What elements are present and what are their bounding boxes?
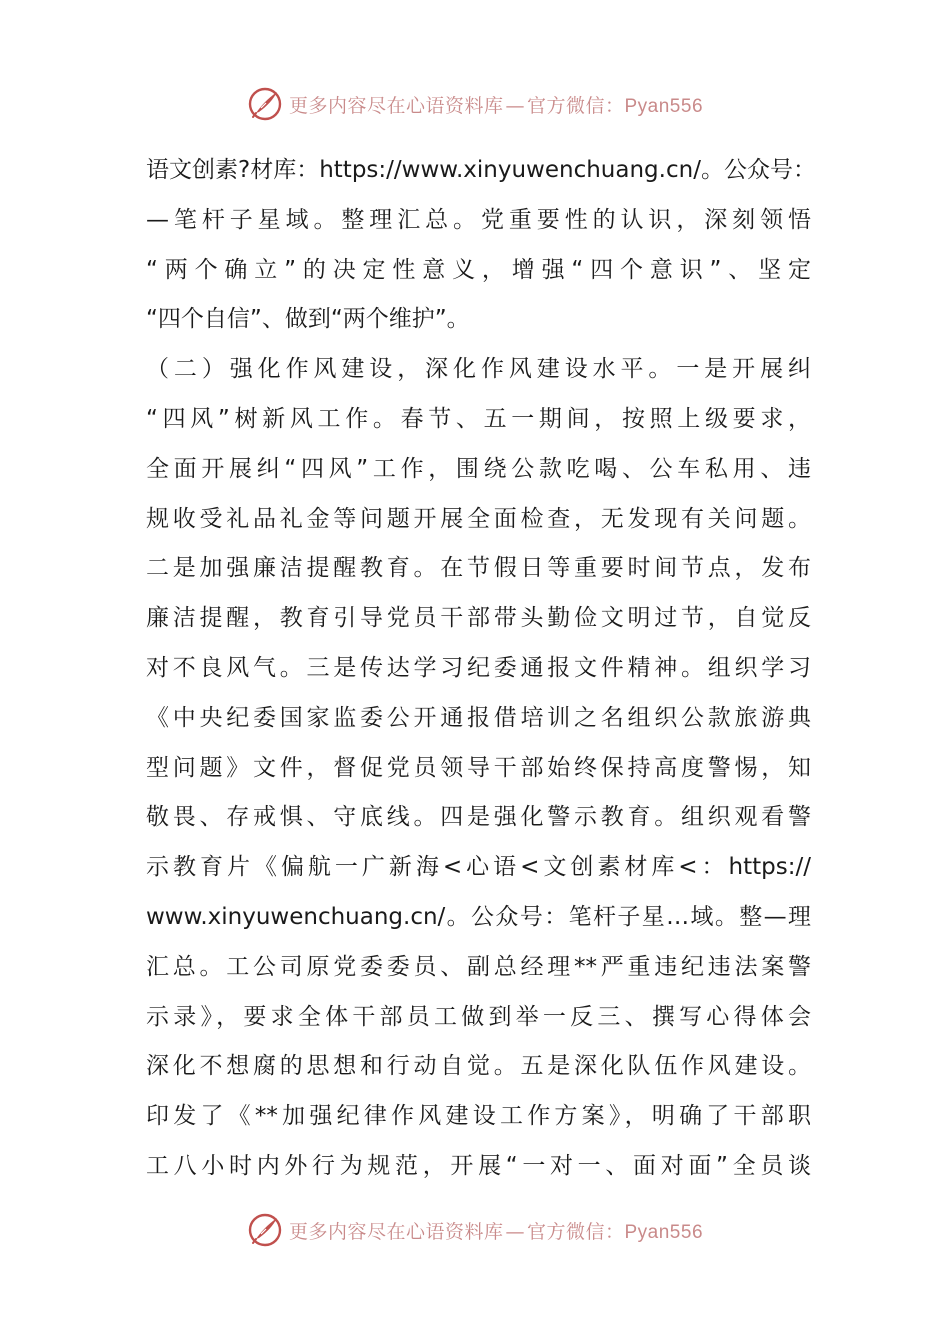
footer-account-label: 官方微信： <box>526 1220 625 1243</box>
body-line: 深化不想腐的思想和行动自觉。五是深化队伍作风建设。 <box>146 1053 811 1080</box>
body-line: （二）强化作风建设，深化作风建设水平。一是开展纠 <box>146 356 811 383</box>
body-line: 廉洁提醒，教育引导党员干部带头勤俭文明过节，自觉反 <box>146 605 811 632</box>
body-line: 示录》，要求全体干部员工做到举一反三、撰写心得体会 <box>146 1003 811 1030</box>
header-account-label: 官方微信： <box>526 94 625 117</box>
body-line: 工八小时内外行为规范，开展“一对一、面对面”全员谈 <box>146 1152 811 1179</box>
quill-logo-icon <box>247 86 283 122</box>
quill-logo-icon <box>247 1212 283 1248</box>
body-line: 全面开展纠“四风”工作，围绕公款吃喝、公车私用、违 <box>146 455 811 482</box>
header-separator: — <box>505 94 525 117</box>
body-line: 示教育片《偏航一广新海<心语<文创素材库<：https:// <box>146 854 811 881</box>
body-line: 语文创素?材库：https://www.xinyuwenchuang.cn/。公众号： <box>146 157 816 183</box>
header-banner <box>0 84 950 124</box>
header-site-name: 更多内容尽在心语资料库 <box>288 94 504 117</box>
body-line: 《中央纪委国家监委公开通报借培训之名组织公款旅游典 <box>146 704 811 731</box>
footer-separator: — <box>505 1220 525 1243</box>
body-line: 二是加强廉洁提醒教育。在节假日等重要时间节点，发布 <box>146 555 811 582</box>
body-line: 敬畏、存戒惧、守底线。四是强化警示教育。组织观看警 <box>146 804 811 831</box>
body-line: “两个确立”的决定性意义，增强“四个意识”、坚定 <box>146 256 811 283</box>
body-line: www.xinyuwenchuang.cn/。公众号：笔杆子星…域。整—理 <box>146 903 811 930</box>
footer-banner-text <box>289 1217 703 1244</box>
body-line: 对不良风气。三是传达学习纪委通报文件精神。组织学习 <box>146 654 811 681</box>
header-banner-text <box>289 91 703 118</box>
body-line: 规收受礼品礼金等问题开展全面检查，无发现有关问题。 <box>146 505 811 532</box>
body-line: “四个自信”、做到“两个维护”。 <box>146 306 470 333</box>
body-line: —笔杆子星域。整理汇总。党重要性的认识，深刻领悟 <box>146 206 811 233</box>
footer-banner <box>0 1210 950 1250</box>
document-body <box>146 146 816 1192</box>
body-line: 型问题》文件，督促党员领导干部始终保持高度警惕，知 <box>146 754 811 781</box>
footer-account-id: Pyan556 <box>624 1221 704 1243</box>
body-line: “四风”树新风工作。春节、五一期间，按照上级要求， <box>146 405 811 432</box>
body-line: 印发了《**加强纪律作风建设工作方案》，明确了干部职 <box>146 1103 811 1130</box>
footer-site-name: 更多内容尽在心语资料库 <box>288 1220 504 1243</box>
header-account-id: Pyan556 <box>624 95 704 117</box>
body-line: 汇总。工公司原党委委员、副总经理**严重违纪违法案警 <box>146 953 811 980</box>
